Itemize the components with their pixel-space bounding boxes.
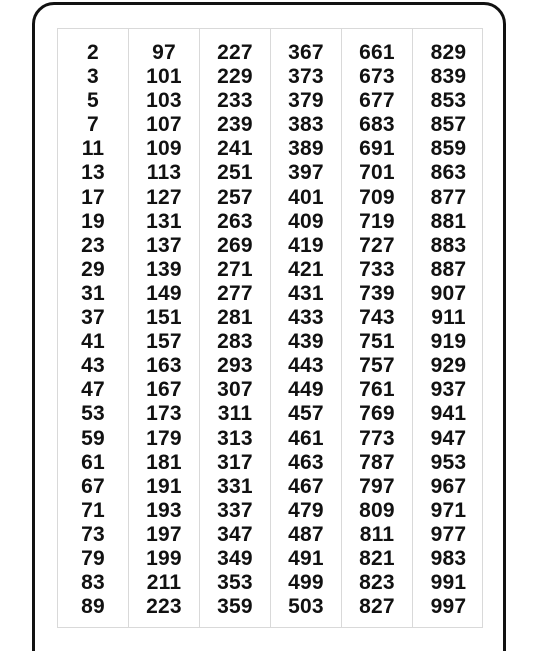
prime-number-cell: 439 — [288, 330, 324, 354]
prime-number-cell: 59 — [81, 426, 105, 450]
prime-number-cell: 421 — [288, 257, 324, 281]
prime-number-cell: 193 — [146, 498, 182, 522]
prime-number-cell: 359 — [217, 595, 253, 619]
prime-number-cell: 41 — [81, 330, 105, 354]
prime-number-cell: 23 — [81, 233, 105, 257]
prime-number-cell: 719 — [359, 209, 395, 233]
table-column — [129, 29, 200, 627]
prime-number-table — [57, 28, 483, 628]
prime-number-cell: 233 — [217, 89, 253, 113]
prime-number-cell: 293 — [217, 354, 253, 378]
prime-number-cell: 313 — [217, 426, 253, 450]
prime-number-cell: 983 — [430, 546, 467, 570]
prime-number-cell: 353 — [217, 571, 253, 595]
prime-number-cell: 499 — [288, 571, 324, 595]
prime-number-cell: 997 — [430, 595, 467, 619]
prime-number-cell: 19 — [81, 209, 105, 233]
prime-number-cell: 457 — [288, 402, 324, 426]
prime-number-cell: 151 — [146, 306, 182, 330]
prime-number-cell: 109 — [146, 137, 182, 161]
prime-number-cell: 797 — [359, 474, 395, 498]
prime-number-cell: 277 — [217, 281, 253, 305]
prime-number-cell: 251 — [217, 161, 253, 185]
prime-number-cell: 397 — [288, 161, 324, 185]
prime-number-cell: 139 — [146, 257, 182, 281]
prime-number-cell: 919 — [430, 330, 467, 354]
prime-number-cell: 229 — [217, 65, 253, 89]
prime-number-cell: 877 — [430, 185, 467, 209]
prime-number-cell: 173 — [146, 402, 182, 426]
table-column — [200, 29, 271, 627]
table-column — [413, 29, 484, 627]
prime-number-cell: 823 — [359, 571, 395, 595]
prime-number-cell: 503 — [288, 595, 324, 619]
prime-number-cell: 89 — [81, 595, 105, 619]
prime-number-cell: 101 — [146, 65, 182, 89]
prime-number-cell: 331 — [217, 474, 253, 498]
prime-number-cell: 769 — [359, 402, 395, 426]
prime-number-cell: 751 — [359, 330, 395, 354]
prime-number-cell: 241 — [217, 137, 253, 161]
prime-number-cell: 383 — [288, 113, 324, 137]
prime-number-cell: 347 — [217, 522, 253, 546]
prime-number-cell: 83 — [81, 571, 105, 595]
prime-number-cell: 283 — [217, 330, 253, 354]
prime-number-cell: 953 — [430, 450, 467, 474]
prime-number-cell: 43 — [81, 354, 105, 378]
prime-number-cell: 97 — [152, 41, 176, 64]
prime-number-cell: 937 — [430, 378, 467, 402]
prime-number-cell: 103 — [146, 89, 182, 113]
prime-number-cell: 727 — [359, 233, 395, 257]
prime-number-cell: 269 — [217, 233, 253, 257]
prime-number-cell: 157 — [146, 330, 182, 354]
prime-number-cell: 761 — [359, 378, 395, 402]
prime-number-cell: 113 — [146, 161, 182, 185]
prime-number-cell: 773 — [359, 426, 395, 450]
prime-number-cell: 389 — [288, 137, 324, 161]
prime-number-cell: 3 — [87, 65, 99, 89]
prime-number-cell: 487 — [288, 522, 324, 546]
prime-number-cell: 53 — [81, 402, 105, 426]
prime-number-cell: 73 — [81, 522, 105, 546]
table-column — [271, 29, 342, 627]
prime-number-cell: 29 — [81, 257, 105, 281]
prime-number-cell: 967 — [430, 474, 467, 498]
prime-number-cell: 929 — [430, 354, 467, 378]
prime-number-cell: 431 — [288, 281, 324, 305]
table-column — [58, 29, 129, 627]
prime-number-cell: 683 — [359, 113, 395, 137]
prime-number-cell: 941 — [430, 402, 467, 426]
prime-number-cell: 859 — [430, 137, 467, 161]
prime-number-cell: 239 — [217, 113, 253, 137]
prime-number-cell: 317 — [217, 450, 253, 474]
prime-number-cell: 137 — [146, 233, 182, 257]
prime-number-cell: 463 — [288, 450, 324, 474]
prime-number-cell: 839 — [430, 65, 467, 89]
prime-number-cell: 809 — [359, 498, 395, 522]
prime-number-cell: 167 — [146, 378, 182, 402]
prime-number-cell: 743 — [359, 306, 395, 330]
prime-number-cell: 2 — [87, 41, 99, 64]
prime-number-cell: 401 — [288, 185, 324, 209]
prime-number-cell: 379 — [288, 89, 324, 113]
prime-number-cell: 911 — [431, 306, 466, 330]
prime-number-cell: 479 — [288, 498, 324, 522]
prime-number-cell: 433 — [288, 306, 324, 330]
prime-number-cell: 971 — [430, 498, 467, 522]
prime-number-cell: 991 — [430, 571, 467, 595]
prime-number-cell: 467 — [288, 474, 324, 498]
prime-number-cell: 491 — [288, 546, 324, 570]
prime-number-cell: 883 — [430, 233, 467, 257]
prime-number-cell: 757 — [359, 354, 395, 378]
prime-number-cell: 149 — [146, 281, 182, 305]
prime-number-cell: 127 — [146, 185, 182, 209]
prime-number-cell: 71 — [81, 498, 105, 522]
prime-number-cell: 673 — [359, 65, 395, 89]
prime-number-cell: 907 — [430, 281, 467, 305]
prime-number-cell: 691 — [359, 137, 395, 161]
prime-number-cell: 419 — [288, 233, 324, 257]
prime-number-cell: 701 — [359, 161, 395, 185]
prime-number-cell: 821 — [359, 546, 395, 570]
prime-number-cell: 811 — [359, 522, 395, 546]
prime-number-cell: 11 — [81, 137, 105, 161]
prime-number-cell: 661 — [359, 41, 395, 64]
prime-number-cell: 191 — [146, 474, 182, 498]
prime-number-cell: 7 — [87, 113, 99, 137]
prime-number-cell: 887 — [430, 257, 467, 281]
prime-number-cell: 739 — [359, 281, 395, 305]
prime-number-cell: 449 — [288, 378, 324, 402]
prime-number-cell: 281 — [217, 306, 253, 330]
prime-number-cell: 733 — [359, 257, 395, 281]
prime-number-cell: 47 — [81, 378, 105, 402]
prime-number-cell: 827 — [359, 595, 395, 619]
prime-number-cell: 947 — [430, 426, 467, 450]
prime-number-cell: 409 — [288, 209, 324, 233]
prime-number-cell: 13 — [81, 161, 105, 185]
prime-number-cell: 197 — [146, 522, 182, 546]
prime-number-cell: 709 — [359, 185, 395, 209]
prime-number-cell: 37 — [81, 306, 105, 330]
prime-number-cell: 199 — [146, 546, 182, 570]
prime-number-cell: 31 — [81, 281, 105, 305]
prime-number-cell: 857 — [430, 113, 467, 137]
prime-number-cell: 223 — [146, 595, 182, 619]
prime-number-cell: 5 — [87, 89, 99, 113]
prime-number-cell: 271 — [217, 257, 253, 281]
prime-number-cell: 181 — [146, 450, 182, 474]
prime-number-cell: 853 — [430, 89, 467, 113]
prime-number-cell: 349 — [217, 546, 253, 570]
prime-number-cell: 881 — [430, 209, 467, 233]
prime-number-cell: 257 — [217, 185, 253, 209]
prime-number-cell: 17 — [81, 185, 105, 209]
prime-number-cell: 307 — [217, 378, 253, 402]
prime-number-cell: 829 — [430, 41, 467, 64]
prime-number-cell: 163 — [146, 354, 182, 378]
prime-number-cell: 367 — [288, 41, 324, 64]
prime-number-cell: 107 — [146, 113, 182, 137]
prime-number-cell: 263 — [217, 209, 253, 233]
prime-number-cell: 443 — [288, 354, 324, 378]
prime-number-cell: 863 — [430, 161, 467, 185]
prime-number-cell: 131 — [146, 209, 182, 233]
table-column — [342, 29, 413, 627]
prime-number-cell: 677 — [359, 89, 395, 113]
prime-number-cell: 227 — [217, 41, 253, 64]
prime-number-cell: 461 — [288, 426, 324, 450]
prime-number-cell: 977 — [430, 522, 467, 546]
prime-number-cell: 337 — [217, 498, 253, 522]
prime-number-cell: 211 — [146, 571, 182, 595]
prime-number-cell: 373 — [288, 65, 324, 89]
prime-number-cell: 311 — [217, 402, 253, 426]
prime-number-cell: 79 — [81, 546, 105, 570]
prime-number-cell: 61 — [81, 450, 105, 474]
prime-number-cell: 179 — [146, 426, 182, 450]
prime-number-cell: 67 — [81, 474, 105, 498]
prime-number-cell: 787 — [359, 450, 395, 474]
